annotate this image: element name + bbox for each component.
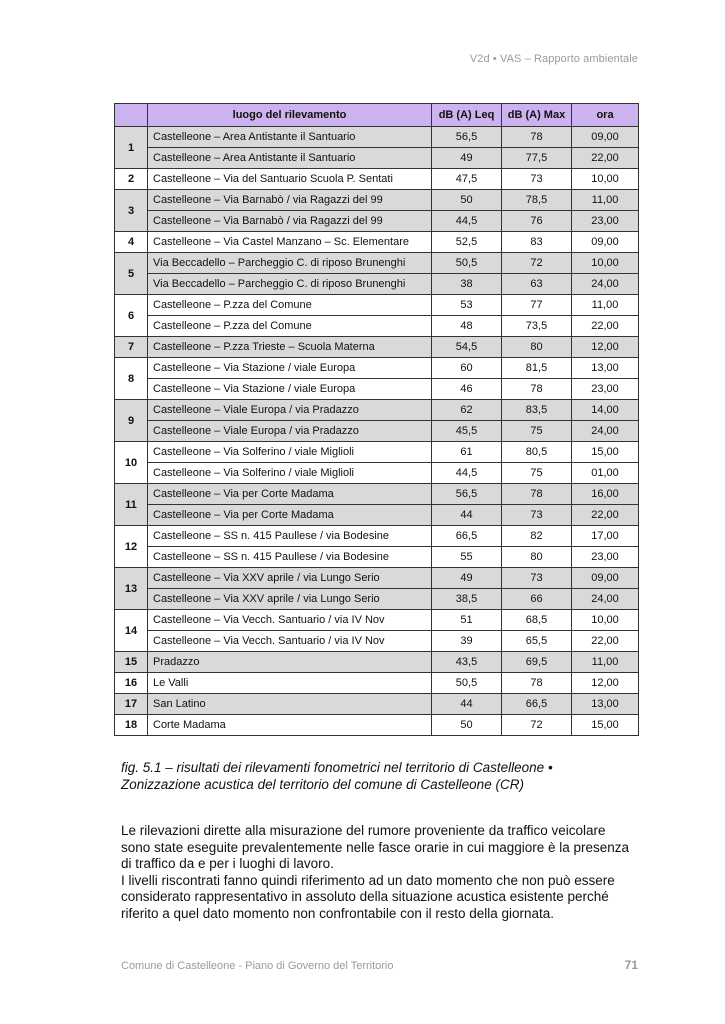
- location-cell: Castelleone – P.zza del Comune: [148, 316, 432, 337]
- leq-cell: 44: [432, 505, 502, 526]
- table-row: [115, 190, 639, 211]
- leq-cell: 53: [432, 295, 502, 316]
- table-row: [115, 148, 639, 169]
- max-cell: 73: [502, 505, 572, 526]
- row-number: 16: [115, 673, 148, 694]
- table-row: [115, 400, 639, 421]
- figure-caption: fig. 5.1 – risultati dei rilevamenti fonometrici nel territorio di Castelleone • Zonizzazione acustica del territorio del comune di Castelleone (CR): [121, 760, 553, 792]
- max-cell: 66,5: [502, 694, 572, 715]
- leq-cell: 55: [432, 547, 502, 568]
- header-max: dB (A) Max: [502, 104, 572, 127]
- time-cell: 09,00: [572, 127, 639, 148]
- location-cell: Castelleone – Via Barnabò / via Ragazzi del 99: [148, 190, 432, 211]
- row-number: 12: [115, 526, 148, 568]
- max-cell: 77,5: [502, 148, 572, 169]
- paragraph-1: Le rilevazioni dirette alla misurazione del rumore proveniente da traffico veicolare sono state eseguite prevalentemente nelle fasce orarie in cui maggiore è la presenza di traffico da e per i luoghi di lavoro.: [121, 823, 630, 871]
- time-cell: 24,00: [572, 589, 639, 610]
- time-cell: 22,00: [572, 316, 639, 337]
- location-cell: Via Beccadello – Parcheggio C. di riposo Brunenghi: [148, 274, 432, 295]
- page-header: V2d • VAS – Rapporto ambientale: [469, 53, 638, 65]
- leq-cell: 38,5: [432, 589, 502, 610]
- leq-cell: 66,5: [432, 526, 502, 547]
- table-row: [115, 568, 639, 589]
- table-row: [115, 379, 639, 400]
- footer-text: Comune di Castelleone - Piano di Governo del Territorio: [121, 960, 394, 972]
- table-row: [115, 505, 639, 526]
- location-cell: Castelleone – Via Barnabò / via Ragazzi del 99: [148, 211, 432, 232]
- leq-cell: 39: [432, 631, 502, 652]
- table-row: [115, 337, 639, 358]
- location-cell: Corte Madama: [148, 715, 432, 736]
- leq-cell: 44,5: [432, 463, 502, 484]
- location-cell: Castelleone – Via Stazione / viale Europa: [148, 379, 432, 400]
- noise-measurements-table: [114, 103, 639, 736]
- max-cell: 75: [502, 421, 572, 442]
- row-number: 1: [115, 127, 148, 169]
- location-cell: Castelleone – Viale Europa / via Pradazzo: [148, 400, 432, 421]
- leq-cell: 38: [432, 274, 502, 295]
- time-cell: 13,00: [572, 358, 639, 379]
- row-number: 6: [115, 295, 148, 337]
- max-cell: 63: [502, 274, 572, 295]
- max-cell: 66: [502, 589, 572, 610]
- leq-cell: 44,5: [432, 211, 502, 232]
- time-cell: 23,00: [572, 547, 639, 568]
- header-num: [115, 104, 148, 127]
- max-cell: 73: [502, 169, 572, 190]
- table-row: [115, 442, 639, 463]
- location-cell: Castelleone – Via Solferino / viale Miglioli: [148, 442, 432, 463]
- time-cell: 10,00: [572, 253, 639, 274]
- table-row: [115, 421, 639, 442]
- location-cell: Castelleone – Via Vecch. Santuario / via IV Nov: [148, 610, 432, 631]
- leq-cell: 60: [432, 358, 502, 379]
- leq-cell: 49: [432, 568, 502, 589]
- time-cell: 14,00: [572, 400, 639, 421]
- time-cell: 17,00: [572, 526, 639, 547]
- header-leq: dB (A) Leq: [432, 104, 502, 127]
- time-cell: 22,00: [572, 505, 639, 526]
- time-cell: 23,00: [572, 211, 639, 232]
- row-number: 13: [115, 568, 148, 610]
- row-number: 5: [115, 253, 148, 295]
- time-cell: 11,00: [572, 295, 639, 316]
- location-cell: Castelleone – Via Castel Manzano – Sc. Elementare: [148, 232, 432, 253]
- table-row: [115, 610, 639, 631]
- leq-cell: 50: [432, 190, 502, 211]
- time-cell: 01,00: [572, 463, 639, 484]
- table-row: [115, 631, 639, 652]
- location-cell: Castelleone – SS n. 415 Paullese / via Bodesine: [148, 547, 432, 568]
- row-number: 2: [115, 169, 148, 190]
- leq-cell: 51: [432, 610, 502, 631]
- time-cell: 24,00: [572, 421, 639, 442]
- location-cell: Castelleone – Viale Europa / via Pradazzo: [148, 421, 432, 442]
- time-cell: 12,00: [572, 337, 639, 358]
- leq-cell: 50,5: [432, 253, 502, 274]
- time-cell: 16,00: [572, 484, 639, 505]
- max-cell: 81,5: [502, 358, 572, 379]
- max-cell: 78,5: [502, 190, 572, 211]
- max-cell: 82: [502, 526, 572, 547]
- row-number: 11: [115, 484, 148, 526]
- leq-cell: 50,5: [432, 673, 502, 694]
- row-number: 7: [115, 337, 148, 358]
- location-cell: Via Beccadello – Parcheggio C. di riposo Brunenghi: [148, 253, 432, 274]
- header-location: luogo del rilevamento: [148, 104, 432, 127]
- max-cell: 78: [502, 673, 572, 694]
- time-cell: 09,00: [572, 568, 639, 589]
- location-cell: Castelleone – Via per Corte Madama: [148, 484, 432, 505]
- table-row: [115, 253, 639, 274]
- body-text: [121, 823, 636, 922]
- row-number: 15: [115, 652, 148, 673]
- max-cell: 75: [502, 463, 572, 484]
- max-cell: 73: [502, 568, 572, 589]
- time-cell: 10,00: [572, 610, 639, 631]
- leq-cell: 56,5: [432, 484, 502, 505]
- location-cell: Castelleone – Via XXV aprile / via Lungo Serio: [148, 568, 432, 589]
- time-cell: 23,00: [572, 379, 639, 400]
- row-number: 10: [115, 442, 148, 484]
- location-cell: Castelleone – Via Solferino / viale Miglioli: [148, 463, 432, 484]
- page-number: 71: [624, 958, 638, 972]
- time-cell: 12,00: [572, 673, 639, 694]
- table-row: [115, 127, 639, 148]
- leq-cell: 61: [432, 442, 502, 463]
- max-cell: 72: [502, 253, 572, 274]
- table-header-row: [115, 104, 639, 127]
- time-cell: 11,00: [572, 190, 639, 211]
- table-row: [115, 463, 639, 484]
- table-row: [115, 169, 639, 190]
- leq-cell: 50: [432, 715, 502, 736]
- location-cell: Pradazzo: [148, 652, 432, 673]
- max-cell: 76: [502, 211, 572, 232]
- row-number: 17: [115, 694, 148, 715]
- table-row: [115, 547, 639, 568]
- max-cell: 68,5: [502, 610, 572, 631]
- table-row: [115, 295, 639, 316]
- header-time: ora: [572, 104, 639, 127]
- time-cell: 13,00: [572, 694, 639, 715]
- table-row: [115, 316, 639, 337]
- time-cell: 15,00: [572, 715, 639, 736]
- table-row: [115, 589, 639, 610]
- time-cell: 22,00: [572, 148, 639, 169]
- table-row: [115, 652, 639, 673]
- table-row: [115, 358, 639, 379]
- table-row: [115, 211, 639, 232]
- location-cell: Castelleone – Via del Santuario Scuola P. Sentati: [148, 169, 432, 190]
- row-number: 3: [115, 190, 148, 232]
- max-cell: 80: [502, 337, 572, 358]
- table-body: [115, 127, 639, 736]
- max-cell: 73,5: [502, 316, 572, 337]
- row-number: 14: [115, 610, 148, 652]
- max-cell: 78: [502, 379, 572, 400]
- leq-cell: 46: [432, 379, 502, 400]
- leq-cell: 62: [432, 400, 502, 421]
- time-cell: 10,00: [572, 169, 639, 190]
- leq-cell: 48: [432, 316, 502, 337]
- time-cell: 09,00: [572, 232, 639, 253]
- location-cell: Castelleone – P.zza Trieste – Scuola Materna: [148, 337, 432, 358]
- table-row: [115, 526, 639, 547]
- max-cell: 65,5: [502, 631, 572, 652]
- max-cell: 83: [502, 232, 572, 253]
- table-row: [115, 715, 639, 736]
- max-cell: 77: [502, 295, 572, 316]
- leq-cell: 54,5: [432, 337, 502, 358]
- max-cell: 80: [502, 547, 572, 568]
- max-cell: 80,5: [502, 442, 572, 463]
- time-cell: 15,00: [572, 442, 639, 463]
- location-cell: San Latino: [148, 694, 432, 715]
- leq-cell: 45,5: [432, 421, 502, 442]
- time-cell: 24,00: [572, 274, 639, 295]
- time-cell: 11,00: [572, 652, 639, 673]
- location-cell: Castelleone – Area Antistante il Santuario: [148, 148, 432, 169]
- max-cell: 69,5: [502, 652, 572, 673]
- paragraph-2: I livelli riscontrati fanno quindi riferimento ad un dato momento che non può essere considerato rappresentativo in assoluto della situazione acustica esistente perché riferito a quel dato momento non confrontabile con il resto della giornata.: [121, 872, 615, 921]
- leq-cell: 44: [432, 694, 502, 715]
- table-row: [115, 274, 639, 295]
- table-row: [115, 694, 639, 715]
- row-number: 8: [115, 358, 148, 400]
- time-cell: 22,00: [572, 631, 639, 652]
- table-row: [115, 484, 639, 505]
- leq-cell: 47,5: [432, 169, 502, 190]
- leq-cell: 49: [432, 148, 502, 169]
- max-cell: 83,5: [502, 400, 572, 421]
- table-row: [115, 232, 639, 253]
- leq-cell: 43,5: [432, 652, 502, 673]
- max-cell: 78: [502, 484, 572, 505]
- leq-cell: 52,5: [432, 232, 502, 253]
- row-number: 18: [115, 715, 148, 736]
- table-row: [115, 673, 639, 694]
- max-cell: 78: [502, 127, 572, 148]
- location-cell: Le Valli: [148, 673, 432, 694]
- location-cell: Castelleone – P.zza del Comune: [148, 295, 432, 316]
- location-cell: Castelleone – Area Antistante il Santuario: [148, 127, 432, 148]
- row-number: 4: [115, 232, 148, 253]
- location-cell: Castelleone – Via Vecch. Santuario / via IV Nov: [148, 631, 432, 652]
- location-cell: Castelleone – Via XXV aprile / via Lungo Serio: [148, 589, 432, 610]
- location-cell: Castelleone – Via per Corte Madama: [148, 505, 432, 526]
- leq-cell: 56,5: [432, 127, 502, 148]
- row-number: 9: [115, 400, 148, 442]
- max-cell: 72: [502, 715, 572, 736]
- location-cell: Castelleone – SS n. 415 Paullese / via Bodesine: [148, 526, 432, 547]
- location-cell: Castelleone – Via Stazione / viale Europa: [148, 358, 432, 379]
